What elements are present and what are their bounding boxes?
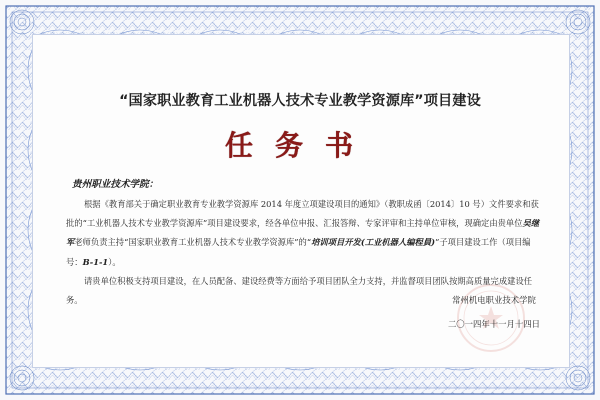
body-text-2: 老师负责主持“国家职业教育工业机器人技术专业教学资源库”的“ — [74, 237, 312, 248]
teacher-name: 吴继军 — [66, 218, 540, 248]
certificate-heading: 任务书 — [224, 129, 375, 162]
body-paragraph-1 — [66, 195, 540, 272]
recipient-name: 贵州职业技术学院： — [72, 179, 159, 190]
certificate-title: “国家职业教育工业机器人技术专业教学资源库”项目建设 — [119, 93, 481, 109]
project-code: B-1-1 — [82, 256, 109, 267]
body-text-4: ）。 — [108, 256, 121, 267]
body-paragraph-2: 请贵单位积极支持项目建设，在人员配备、建设经费等方面给予项目团队全力支持，并监督项目团队按期高质量完成建设任务。 — [66, 275, 533, 306]
body-text-1: 根据《教育部关于确定职业教育专业教学资源库 2014 年度立项建设项目的通知》（教职成函〔2014〕10 号）文件要求和获批的“工业机器人技术专业教学资源库”项目建设要求，经各单位申报、汇报答辩、专家评审和主持单位审核，现确定由贵单位 — [66, 199, 539, 229]
project-name: 培训项目开发(工业机器人编程員) — [311, 237, 436, 248]
certificate-body — [66, 195, 540, 310]
issue-date: 二〇一四年十一月十四日 — [447, 319, 541, 329]
issuer-name: 常州机电职业技术学院 — [452, 295, 536, 305]
body-text-3: ”子项目建设工作（项目编号： — [66, 237, 531, 267]
